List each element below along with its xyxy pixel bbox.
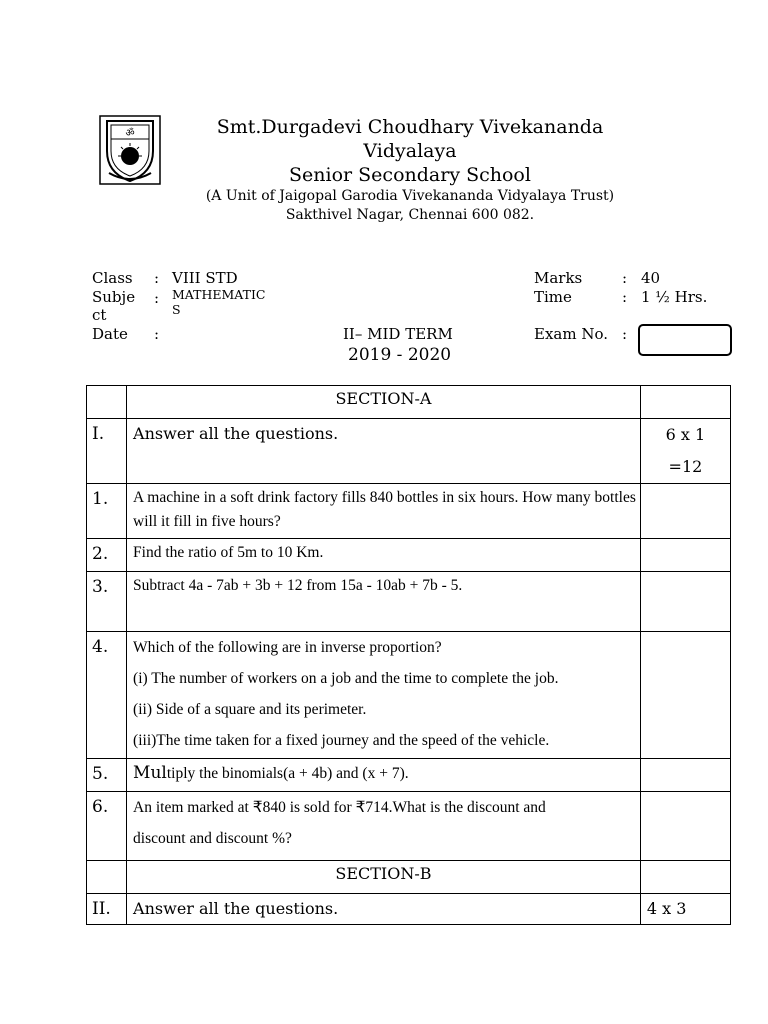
question-row: [87, 539, 731, 572]
question-row: [87, 759, 731, 792]
section-a-instruction-row: [87, 419, 731, 484]
section-b-header-row: [87, 861, 731, 894]
section-a-marks-line1: 6 x 1: [665, 425, 706, 444]
exam-no-colon: :: [622, 325, 628, 343]
question-text-block: [127, 759, 641, 792]
question-text: Which of the following are in inverse proportion?: [133, 639, 442, 656]
question-number: 2.: [87, 539, 127, 572]
section-b-instruction: Answer all the questions.: [127, 894, 641, 925]
question-option: (ii) Side of a square and its perimeter.: [133, 701, 367, 718]
section-b-marks: 4 x 3: [640, 894, 730, 925]
question-text: A machine in a soft drink factory fills 840 bottles in six hours. How many bottles will it fill in five hours?: [127, 484, 641, 539]
question-option: (iii)The time taken for a fixed journey and the speed of the vehicle.: [133, 732, 550, 749]
academic-year: 2019 - 2020: [348, 345, 452, 365]
section-b-title: SECTION-B: [127, 861, 641, 894]
question-row: [87, 572, 731, 632]
question-text-block: [127, 792, 641, 861]
question-table: [86, 385, 731, 925]
question-text-line2: discount and discount %?: [133, 830, 292, 847]
subject-label-line2: ct: [92, 306, 107, 324]
section-a-marks-line2: =12: [668, 457, 703, 476]
exam-term: II– MID TERM: [343, 325, 453, 343]
section-a-instruction: Answer all the questions.: [127, 419, 641, 484]
exam-number-box[interactable]: [638, 324, 732, 356]
question-number: 4.: [87, 632, 127, 759]
class-label: Class: [92, 269, 133, 287]
exam-no-label: Exam No.: [534, 325, 609, 343]
date-colon: :: [154, 325, 160, 343]
class-colon: :: [154, 269, 160, 287]
class-value: VIII STD: [172, 269, 238, 287]
school-address: Sakthivel Nagar, Chennai 600 082.: [285, 207, 535, 223]
question-row: [87, 632, 731, 759]
question-text: tiply the binomials(a + 4b) and (x + 7).: [166, 765, 409, 782]
date-label: Date: [92, 325, 128, 343]
question-text-prefix: Mul: [133, 763, 167, 783]
marks-label: Marks: [534, 269, 583, 287]
school-name-line3: Senior Secondary School: [289, 164, 531, 186]
question-option: (i) The number of workers on a job and the time to complete the job.: [133, 670, 559, 687]
section-a-title: SECTION-A: [127, 386, 641, 419]
school-name-line2: Vidyalaya: [363, 140, 457, 162]
school-name-line1: Smt.Durgadevi Choudhary Vivekananda: [216, 116, 604, 138]
section-a-header-row: [87, 386, 731, 419]
section-b-instruction-row: [87, 894, 731, 925]
question-row: [87, 792, 731, 861]
marks-colon: :: [622, 269, 628, 287]
question-text: An item marked at ₹840 is sold for ₹714.What is the discount and: [133, 799, 546, 816]
question-number: 3.: [87, 572, 127, 632]
time-label: Time: [534, 288, 572, 306]
question-text: Find the ratio of 5m to 10 Km.: [127, 539, 641, 572]
subject-value-line2: S: [172, 302, 181, 317]
section-a-roman: I.: [87, 419, 127, 484]
question-text-block: [127, 632, 641, 759]
om-glyph: ॐ: [125, 128, 135, 139]
question-number: 5.: [87, 759, 127, 792]
subject-value-line1: MATHEMATIC: [172, 287, 266, 302]
subject-label-line1: Subje: [92, 288, 136, 306]
time-colon: :: [622, 288, 628, 306]
question-number: 6.: [87, 792, 127, 861]
question-row: [87, 484, 731, 539]
question-text: Subtract 4a - 7ab + 3b + 12 from 15a - 10ab + 7b - 5.: [127, 572, 641, 632]
marks-value: 40: [641, 269, 661, 287]
section-a-marks: [640, 419, 730, 484]
time-value: 1 ½ Hrs.: [641, 288, 708, 306]
section-b-roman: II.: [87, 894, 127, 925]
school-unit: (A Unit of Jaigopal Garodia Vivekananda Vidyalaya Trust): [205, 188, 615, 204]
question-number: 1.: [87, 484, 127, 539]
subject-colon: :: [154, 289, 160, 307]
